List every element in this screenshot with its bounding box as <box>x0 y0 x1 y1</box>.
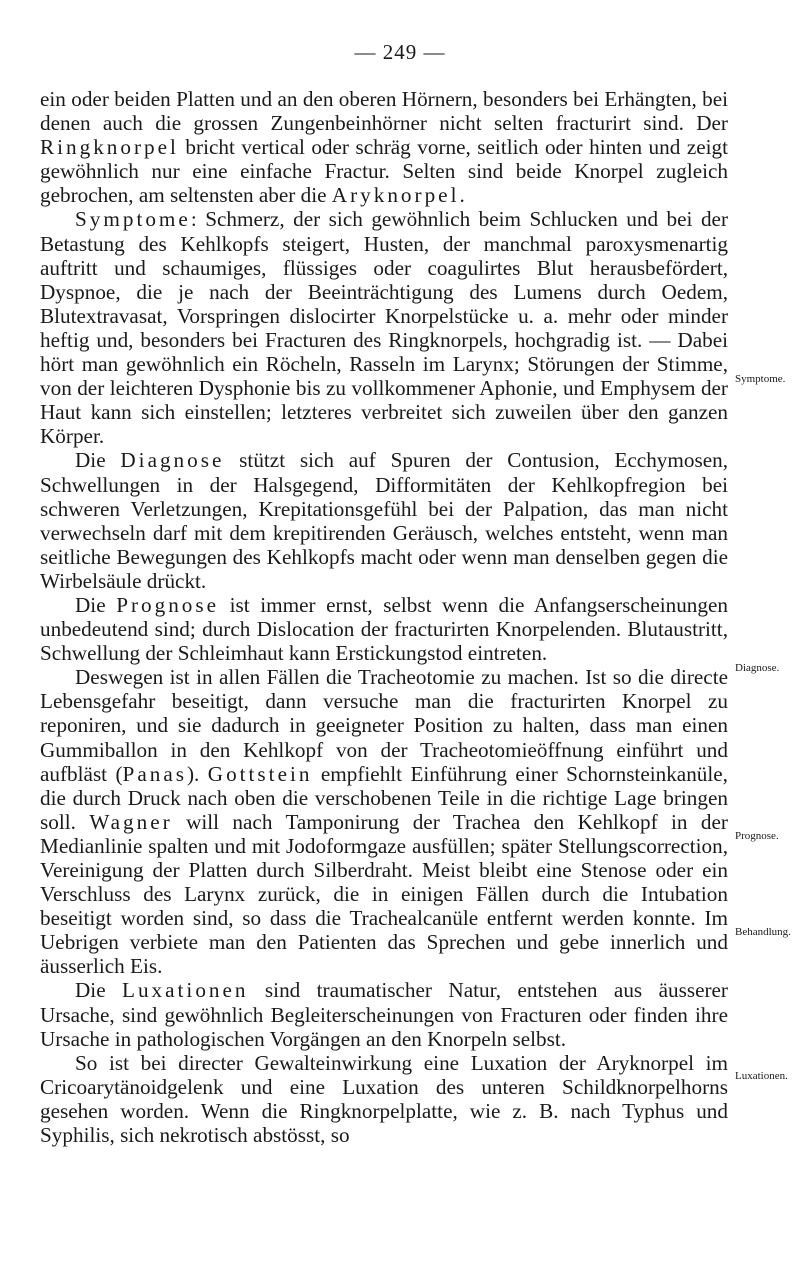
paragraph-fractures: ein oder beiden Platten und an den oberen Hörnern, besonders bei Erhängten, bei denen auch die grossen Zungenbeinhörner nicht selten fracturirt sind. Der Ringknorpel bricht vertical oder schräg vorne, seitlich oder hinten und zeigt gewöhnlich nur eine einfache Fractur. Selten sind beide Knorpel zugleich gebrochen, am seltensten aber die Aryknorpel. <box>40 87 728 208</box>
paragraph-prognose: Die Prognose ist immer ernst, selbst wenn die Anfangserscheinungen unbedeutend sind; durch Dislocation der fracturirten Knorpelenden. Blutaustritt, Schwellung der Schleimhaut kann Erstickungstod eintreten. <box>40 592 728 666</box>
paragraph-symptome: Symptome: Schmerz, der sich gewöhnlich beim Schlucken und bei der Betastung des Kehlkopfs steigert, Husten, der manchmal paroxysmenartig auftritt und schaumiges, flüssiges oder coagulirtes Blut herausbefördert, Dyspnoe, die je nach der Beeinträchtigung des Lumens durch Oedem, Blutextravasat, Vorspringen dislocirter Knorpelstücke u. a. mehr oder minder heftig und, besonders bei Fracturen des Ringknorpels, hochgradig ist. — Dabei hört man gewöhnlich ein Röcheln, Rasseln im Larynx; Störungen der Stimme, von der leichteren Dysphonie bis zu vollkommener Aphonie, und Emphysem der Haut kann sich einstellen; letzteres verbreitet sich zuweilen über den ganzen Körper. <box>40 207 728 449</box>
margin-note-behandlung: Behandlung. <box>735 926 791 938</box>
paragraph-diagnose: Die Diagnose stützt sich auf Spuren der Contusion, Ecchymosen, Schwellungen in der Halsgegend, Difformitäten der Kehlkopfregion bei schweren Verletzungen, Krepitationsgefühl bei der Palpation, das man nicht verwechseln darf mit dem krepitirenden Geräusch, welches entsteht, wenn man seitliche Bewegungen des Kehlkopfs macht oder wenn man denselben gegen die Wirbelsäule drückt. <box>40 448 728 593</box>
body-text <box>40 87 728 1147</box>
term-symptome: Symptome <box>75 207 191 232</box>
term-aryknorpel: Aryknorpel <box>331 183 460 208</box>
page-number: — 249 — <box>354 40 446 64</box>
author-wagner: Wagner <box>89 809 173 834</box>
paragraph-behandlung: Deswegen ist in allen Fällen die Tracheotomie zu machen. Ist so die directe Lebensgefahr beseitigt, dann versuche man die fracturirten Knorpel zu reponiren, und sie dadurch in geeigneter Position zu halten, dass man einen Gummiballon in den Kehlkopf von der Tracheotomieöffnung einführt und aufbläst (Panas). Gottstein empfiehlt Einführung einer Schornsteinkanüle, die durch Druck nach oben die verschobenen Teile in die richtige Lage bringen soll. Wagner will nach Tamponirung der Trachea den Kehlkopf in der Medianlinie spalten und mit Jodoformgaze ausfüllen; später Stellungscorrection, Vereinigung der Platten durch Silberdraht. Meist bleibt eine Stenose oder ein Verschluss des Larynx zurück, die in einigen Fällen durch die Intubation beseitigt worden sind, so dass die Trachealcanüle entfernt werden konnte. Im Uebrigen verbiete man den Patienten das Sprechen und gebe innerlich und äusserlich Eis. <box>40 665 728 979</box>
margin-note-prognose: Prognose. <box>735 830 779 842</box>
margin-note-symptome: Symptome. <box>735 373 786 385</box>
term-diagnose: Diagnose <box>120 448 225 473</box>
author-gottstein: Gottstein <box>207 761 313 786</box>
margin-note-luxationen: Luxationen. <box>735 1070 788 1082</box>
term-prognose: Prognose <box>116 592 220 617</box>
term-ringknorpel: Ringknorpel <box>40 135 179 160</box>
margin-note-diagnose: Diagnose. <box>735 662 780 674</box>
author-panas: Panas <box>122 761 187 786</box>
paragraph-luxationen: Die Luxationen sind traumatischer Natur, entstehen aus äusserer Ursache, sind gewöhnlich Begleiterscheinungen von Fracturen oder finden ihre Ursache in pathologischen Vorgängen an den Knorpeln selbst. <box>40 978 728 1051</box>
term-luxationen: Luxationen <box>122 978 249 1003</box>
paragraph-direct-force: So ist bei directer Gewalteinwirkung eine Luxation der Aryknorpel im Cricoarytänoidgelenk und eine Luxation des unteren Schildknorpelhorns gesehen worden. Wenn die Ringknorpelplatte, wie z. B. nach Typhus und Syphilis, sich nekrotisch abstösst, so <box>40 1050 728 1148</box>
